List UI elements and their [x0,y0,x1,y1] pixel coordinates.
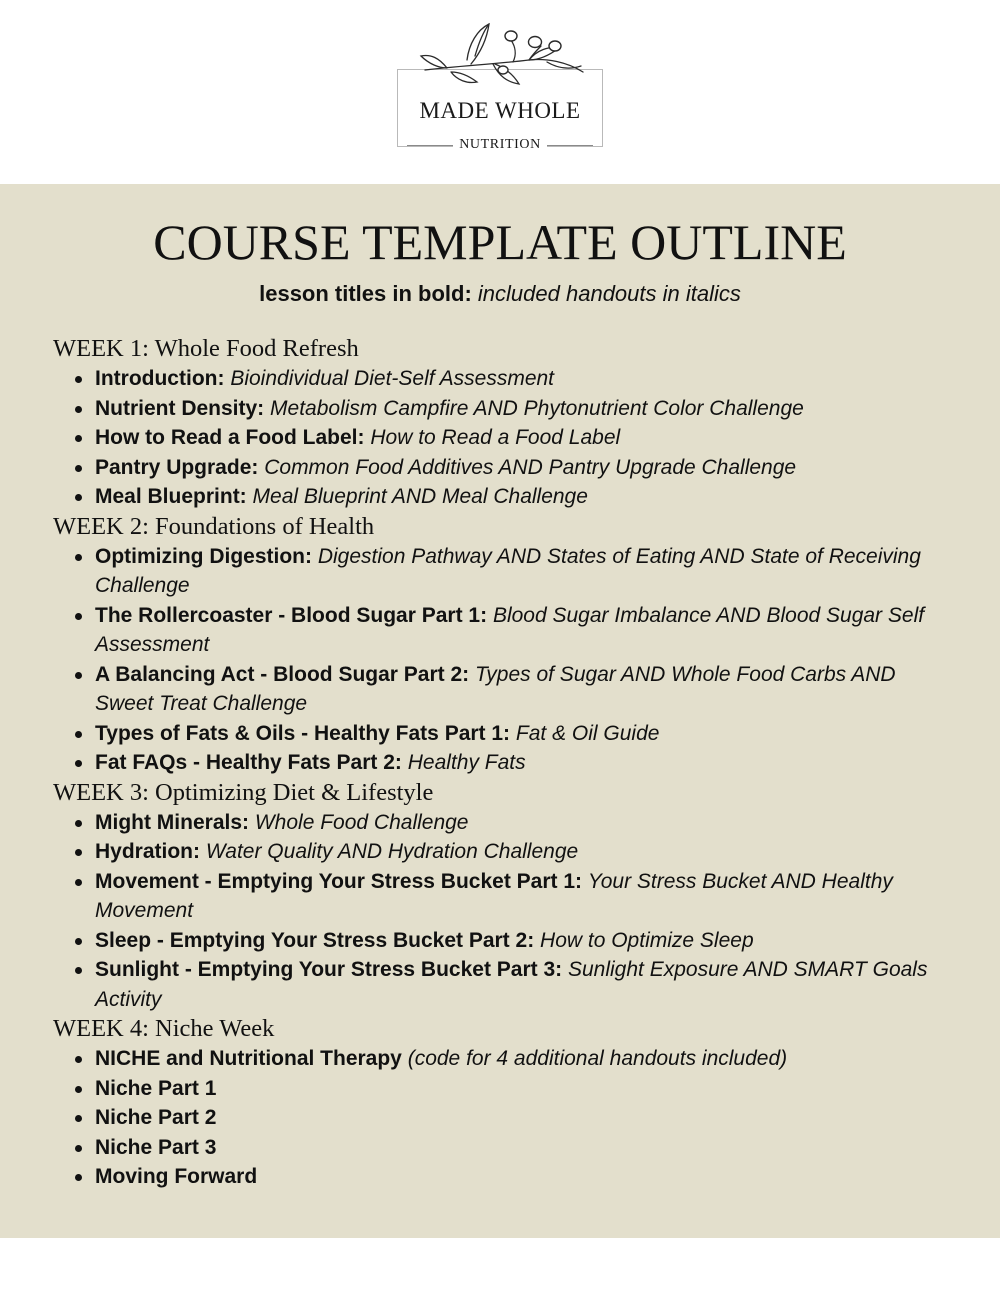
lesson-list [53,542,953,778]
lesson-item [53,808,953,838]
lesson-handouts: Bioindividual Diet-Self Assessment [230,367,555,390]
lesson-title: Hydration: [95,840,200,863]
lesson-handouts: Whole Food Challenge [254,810,469,834]
lesson-title: Movement - Emptying Your Stress Bucket Part 1: [95,869,583,893]
lesson-item [53,1133,953,1163]
lesson-item [53,926,953,956]
lesson-title: Niche Part 2 [95,1106,217,1129]
lesson-title: Types of Fats & Oils - Healthy Fats Part 1: [95,721,511,745]
lesson-handouts: (code for 4 additional handouts included) [407,1047,788,1070]
lesson-title: Sleep - Emptying Your Stress Bucket Part 2: [95,928,535,952]
lesson-title: Niche Part 1 [95,1076,217,1100]
lesson-title: A Balancing Act - Blood Sugar Part 2: [95,662,470,686]
week-2 [53,512,953,778]
lesson-item [53,719,953,749]
lesson-item [53,1074,953,1104]
lesson-handouts: Metabolism Campfire AND Phytonutrient Color Challenge [270,396,804,420]
lesson-item [53,394,953,424]
lesson-list [53,364,953,512]
week-1 [53,334,953,512]
lesson-item [53,364,953,394]
lesson-handouts: Sunlight Exposure AND SMART Goals Activity [95,958,928,1011]
brand-logo [397,20,603,152]
lesson-item [53,748,953,778]
week-title: WEEK 3: Optimizing Diet & Lifestyle [53,778,434,806]
lesson-handouts: Healthy Fats [407,751,526,774]
week-4 [53,1014,953,1192]
lesson-handouts: How to Optimize Sleep [540,928,754,952]
lesson-handouts: Meal Blueprint AND Meal Challenge [252,485,588,508]
page-title: COURSE TEMPLATE OUTLINE [153,214,847,270]
lesson-handouts: How to Read a Food Label [370,426,621,449]
lesson-item [53,837,953,867]
logo-title: MADE WHOLE [419,98,581,123]
olive-branch-icon [417,20,587,90]
lesson-title: Might Minerals: [95,810,250,834]
lesson-list [53,808,953,1015]
lesson-handouts: Digestion Pathway AND States of Eating AND State of Receiving Challenge [95,544,921,597]
lesson-title: Fat FAQs - Healthy Fats Part 2: [95,751,402,774]
lesson-item [53,955,953,1014]
lesson-item [53,867,953,926]
header [0,0,1000,184]
lesson-list [53,1044,953,1192]
lesson-title: Nutrient Density: [95,396,265,420]
divider [407,145,453,146]
divider [547,145,593,146]
logo-subtitle-row [397,134,603,156]
lesson-item [53,1044,953,1074]
lesson-item [53,423,953,453]
lesson-title: Optimizing Digestion: [95,544,312,568]
week-title: WEEK 1: Whole Food Refresh [53,335,359,362]
lesson-title: Moving Forward [95,1165,258,1188]
subtitle-bold: lesson titles in bold: [259,281,472,306]
week-title: WEEK 2: Foundations of Health [53,512,375,540]
week-title: WEEK 4: Niche Week [53,1015,275,1042]
lesson-title: Pantry Upgrade: [95,455,259,479]
lesson-title: Sunlight - Emptying Your Stress Bucket Part 3: [95,958,563,981]
lesson-item [53,601,953,660]
lesson-title: NICHE and Nutritional Therapy [95,1047,402,1070]
subtitle-italic: included handouts in italics [477,281,741,306]
lesson-title: How to Read a Food Label: [95,426,365,449]
lesson-handouts: Blood Sugar Imbalance AND Blood Sugar Self Assessment [95,603,925,656]
lesson-item [53,482,953,512]
lesson-title: Introduction: [95,367,225,390]
lesson-item [53,660,953,719]
lesson-handouts: Water Quality AND Hydration Challenge [205,840,579,863]
week-3 [53,778,953,1015]
lesson-item [53,542,953,601]
weeks-outline [53,334,953,1192]
lesson-item [53,1162,953,1192]
page-subtitle [0,280,1000,308]
lesson-handouts: Your Stress Bucket AND Healthy Movement [95,869,893,922]
lesson-title: The Rollercoaster - Blood Sugar Part 1: [95,603,488,627]
lesson-title: Niche Part 3 [95,1135,217,1159]
lesson-handouts: Types of Sugar AND Whole Food Carbs AND Sweet Treat Challenge [95,662,896,715]
lesson-title: Meal Blueprint: [95,485,247,508]
lesson-item [53,1103,953,1133]
lesson-handouts: Common Food Additives AND Pantry Upgrade Challenge [264,455,797,479]
lesson-handouts: Fat & Oil Guide [515,721,660,745]
logo-subtitle: NUTRITION [453,137,547,153]
lesson-item [53,453,953,483]
